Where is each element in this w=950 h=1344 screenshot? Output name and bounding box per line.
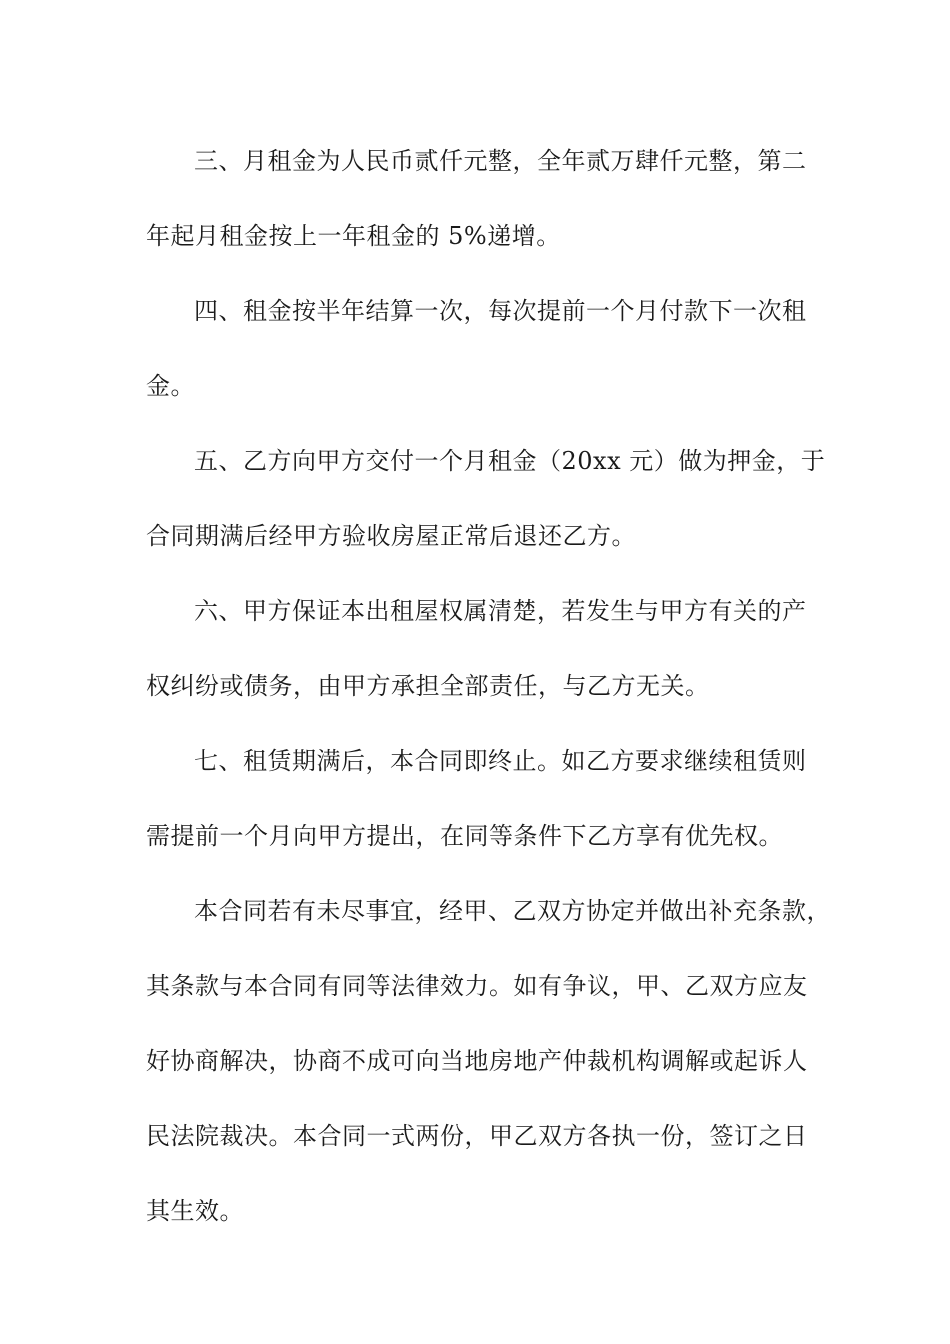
text-line: 金。 <box>146 372 195 400</box>
clause-4-paragraph <box>146 274 806 424</box>
clause-7-paragraph <box>146 724 806 874</box>
closing-paragraph <box>146 874 831 1249</box>
text-line: 本合同若有未尽事宜，经甲、乙双方协定并做出补充条款， <box>194 897 831 925</box>
text-line: 好协商解决，协商不成可向当地房地产仲裁机构调解或起诉人 <box>146 1047 808 1075</box>
text-line: 六、甲方保证本出租屋权属清楚，若发生与甲方有关的产 <box>194 597 807 625</box>
clause-6-paragraph <box>146 574 806 724</box>
text-line: 七、租赁期满后，本合同即终止。如乙方要求继续租赁则 <box>194 747 807 775</box>
text-line: 需提前一个月向甲方提出，在同等条件下乙方享有优先权。 <box>146 822 783 850</box>
text-line: 三、月租金为人民币贰仟元整，全年贰万肆仟元整，第二 <box>194 147 807 175</box>
text-line: 年起月租金按上一年租金的 5%递增。 <box>146 222 561 250</box>
text-line: 其条款与本合同有同等法律效力。如有争议，甲、乙双方应友 <box>146 972 808 1000</box>
text-line: 合同期满后经甲方验收房屋正常后退还乙方。 <box>146 522 636 550</box>
clause-5-paragraph <box>146 424 826 574</box>
text-line: 民法院裁决。本合同一式两份，甲乙双方各执一份，签订之日 <box>146 1122 808 1150</box>
text-line: 四、租金按半年结算一次，每次提前一个月付款下一次租 <box>194 297 807 325</box>
clause-3-paragraph <box>146 124 806 274</box>
text-line: 权纠纷或债务，由甲方承担全部责任，与乙方无关。 <box>146 672 710 700</box>
document-body <box>146 124 831 1249</box>
text-line: 五、乙方向甲方交付一个月租金（20xx 元）做为押金，于 <box>194 447 826 475</box>
text-line: 其生效。 <box>146 1197 244 1225</box>
